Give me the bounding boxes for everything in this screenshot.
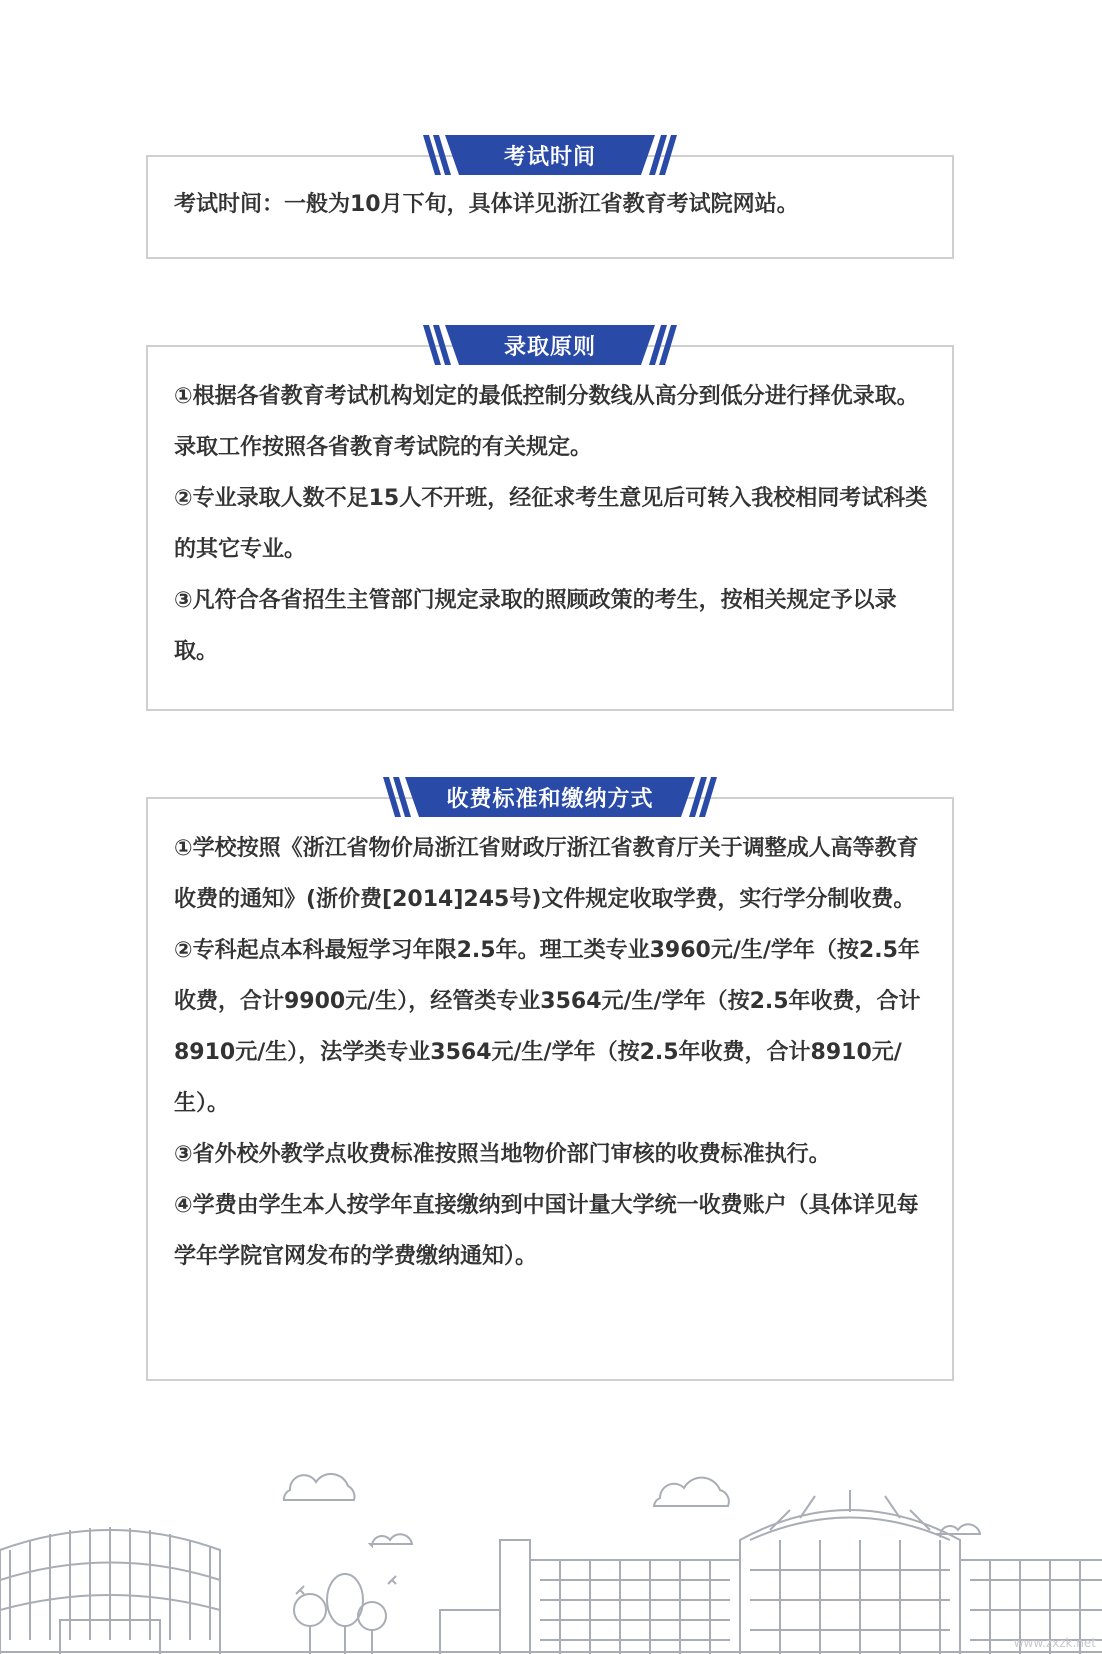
section-content bbox=[174, 823, 934, 1282]
section-admission-principles bbox=[146, 334, 954, 711]
section-exam-time bbox=[146, 144, 954, 259]
paragraph: ②专业录取人数不足15人不开班，经征求考生意见后可转入我校相同考试科类的其它专业。 bbox=[174, 486, 928, 562]
section-title-banner bbox=[415, 325, 685, 365]
section-title: 录取原则 bbox=[503, 334, 596, 360]
paragraph: ①根据各省教育考试机构划定的最低控制分数线从高分到低分进行择优录取。录取工作按照各省教育考试院的有关规定。 bbox=[174, 384, 919, 460]
paragraph: ①学校按照《浙江省物价局浙江省财政厅浙江省教育厅关于调整成人高等教育收费的通知》(浙价费[2014]245号)文件规定收取学费，实行学分制收费。 bbox=[174, 836, 919, 912]
section-content bbox=[174, 179, 934, 230]
section-title-banner bbox=[375, 777, 725, 817]
watermark: www.zxzk.net bbox=[1013, 1636, 1096, 1650]
section-title: 考试时间 bbox=[503, 144, 596, 170]
campus-skyline-illustration bbox=[0, 1440, 1102, 1654]
paragraph: ③省外校外教学点收费标准按照当地物价部门审核的收费标准执行。 bbox=[174, 1142, 831, 1167]
paragraph: ②专科起点本科最短学习年限2.5年。理工类专业3960元/生/学年（按2.5年收费，合计9900元/生），经管类专业3564元/生/学年（按2.5年收费，合计8910元/生），法学类专业3564元/生/学年（按2.5年收费，合计8910元/生）。 bbox=[174, 938, 921, 1116]
section-fees bbox=[146, 786, 954, 1381]
paragraph: ④学费由学生本人按学年直接缴纳到中国计量大学统一收费账户（具体详见每学年学院官网发布的学费缴纳通知）。 bbox=[174, 1193, 919, 1269]
section-title: 收费标准和缴纳方式 bbox=[446, 786, 654, 812]
section-content bbox=[174, 371, 934, 677]
paragraph: ③凡符合各省招生主管部门规定录取的照顾政策的考生，按相关规定予以录取。 bbox=[174, 588, 897, 664]
section-title-banner bbox=[415, 135, 685, 175]
paragraph: 考试时间：一般为10月下旬，具体详见浙江省教育考试院网站。 bbox=[174, 192, 799, 217]
